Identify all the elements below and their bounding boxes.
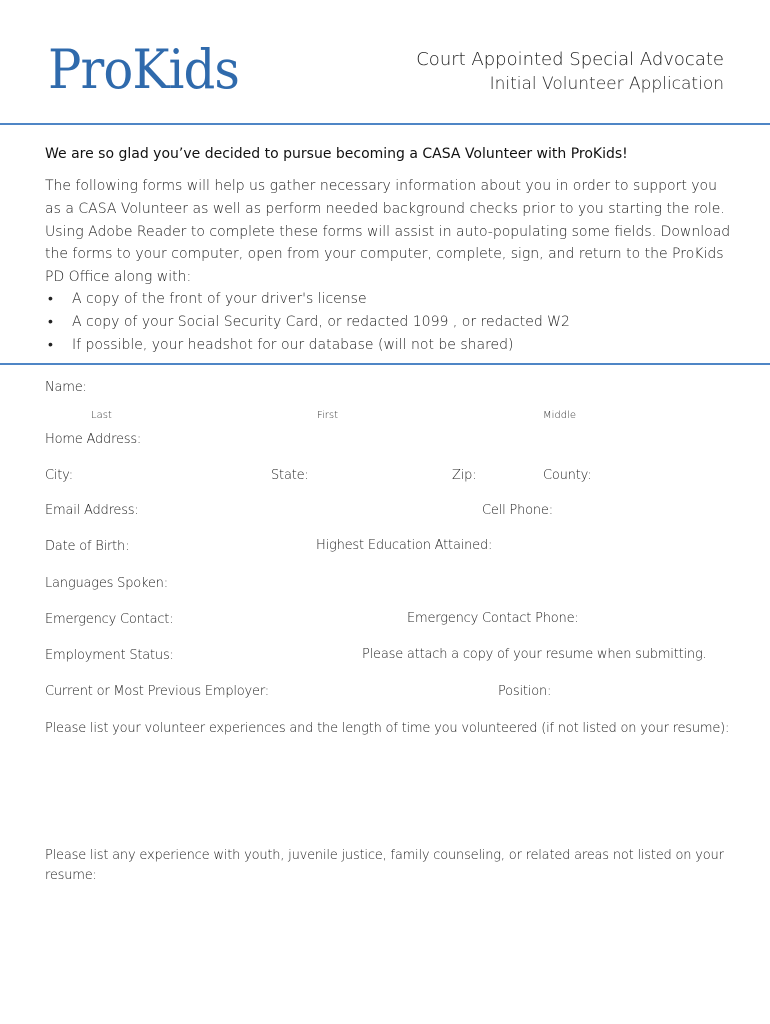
list-item: • If possible, your headshot for our database (will not be shared) <box>48 337 514 353</box>
header-title: Court Appointed Special Advocate <box>416 49 724 70</box>
education-label: Highest Education Attained: <box>316 538 493 553</box>
intro-paragraph: The following forms will help us gather necessary information about you in order to support you as a CASA Volunteer as well as perform needed background checks prior to you starting the role. Using Adobe Reader to complete these forms will assist in auto-populating some fields. Download the forms to your computer, open from your computer, complete, sign, and return to the ProKids PD Office along with: <box>45 178 731 286</box>
section-divider <box>0 363 770 365</box>
name-middle-label: Middle <box>543 410 577 421</box>
employment-status-label: Employment Status: <box>45 648 174 663</box>
youth-experience-prompt: Please list any experience with youth, juvenile justice, family counseling, or related areas not listed on your resume: <box>45 848 724 883</box>
city-label: City: <box>45 468 73 483</box>
prokids-logo: ProKids <box>48 38 239 101</box>
header-subtitle: Initial Volunteer Application <box>489 74 724 94</box>
email-label: Email Address: <box>45 503 139 518</box>
resume-note: Please attach a copy of your resume when submitting. <box>362 647 707 662</box>
dob-label: Date of Birth: <box>45 539 130 554</box>
employer-label: Current or Most Previous Employer: <box>45 684 269 699</box>
list-item: • A copy of the front of your driver's license <box>48 291 367 307</box>
position-label: Position: <box>498 684 552 699</box>
list-item: • A copy of your Social Security Card, or redacted 1099 , or redacted W2 <box>48 314 570 330</box>
languages-label: Languages Spoken: <box>45 576 168 591</box>
name-label: Name: <box>45 380 87 395</box>
cell-phone-label: Cell Phone: <box>482 503 553 518</box>
home-address-label: Home Address: <box>45 432 142 447</box>
emergency-contact-label: Emergency Contact: <box>45 612 174 627</box>
name-first-label: First <box>317 410 339 421</box>
name-last-label: Last <box>91 410 112 421</box>
header-divider <box>0 123 770 125</box>
emergency-phone-label: Emergency Contact Phone: <box>407 611 579 626</box>
volunteer-experience-prompt: Please list your volunteer experiences and the length of time you volunteered (if not listed on your resume): <box>45 721 730 736</box>
state-label: State: <box>271 468 309 483</box>
intro-lead: We are so glad you’ve decided to pursue becoming a CASA Volunteer with ProKids! <box>45 146 628 162</box>
zip-label: Zip: <box>452 468 477 483</box>
county-label: County: <box>543 468 592 483</box>
